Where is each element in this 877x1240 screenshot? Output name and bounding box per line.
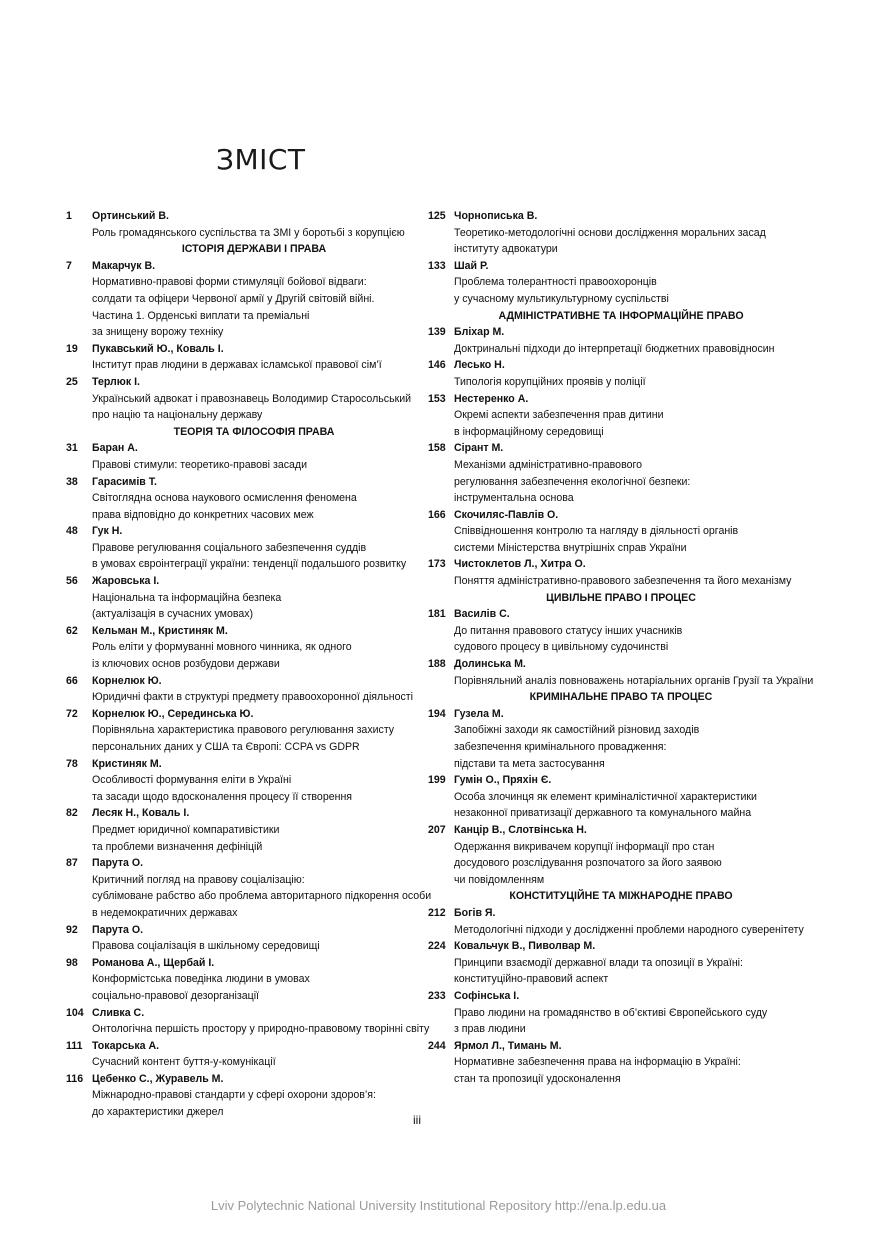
toc-page-number: 146 (428, 359, 446, 372)
toc-article-title-line: підстави та мета застосування (454, 757, 605, 770)
toc-entry[interactable] (66, 955, 416, 1005)
toc-article-title-line: та засади щодо вдосконалення процесу її створення (92, 790, 353, 803)
toc-article-title-line: Український адвокат і правознавець Володимир Старосольський (92, 392, 412, 405)
toc-article-title-line: системи Міністерства внутрішніх справ України (454, 541, 687, 554)
toc-article-title-line: досудового розслідування розпочатого за його заявою (454, 857, 722, 870)
toc-entry[interactable] (428, 772, 788, 822)
toc-right-column (428, 208, 814, 1087)
toc-article-title-line: Особа злочинця як елемент криміналістичної характеристики (454, 790, 757, 803)
toc-author: Парута О. (92, 857, 144, 870)
toc-article-title-line: Методологічні підходи у дослідженні проблеми народного суверенітету (454, 923, 804, 936)
toc-article-title-line: (актуалізація в сучасних умовах) (92, 608, 254, 621)
toc-page-number: 87 (66, 857, 78, 870)
toc-article-title-line: персональних даних у США та Європі: CCPA vs GDPR (92, 741, 360, 753)
toc-page-number: 82 (66, 807, 78, 820)
toc-entry[interactable] (66, 1071, 416, 1121)
toc-page-number: 224 (428, 940, 446, 953)
toc-article-title-line: права відповідно до конкретних часових меж (92, 508, 314, 521)
toc-page-number: 199 (428, 774, 446, 787)
toc-entry[interactable] (428, 391, 788, 441)
toc-entry[interactable] (66, 623, 416, 673)
section-heading: КРИМІНАЛЬНЕ ПРАВО ТА ПРОЦЕС (529, 691, 713, 704)
toc-page-number: 139 (428, 326, 446, 339)
toc-entry[interactable] (428, 938, 788, 988)
toc-article-title-line: Національна та інформаційна безпека (92, 591, 282, 604)
toc-entry[interactable] (66, 374, 416, 424)
toc-page-number: 233 (428, 989, 446, 1002)
toc-article-title-line: Право людини на громадянство в об’єктиві Європейського суду (454, 1006, 768, 1019)
toc-entry[interactable] (428, 440, 788, 506)
toc-entry[interactable] (66, 573, 416, 623)
toc-page-number: 92 (66, 923, 78, 936)
toc-article-title-line: із ключових основ розбудови держави (92, 658, 280, 671)
toc-author: Жаровська І. (92, 575, 160, 588)
toc-page-number: 38 (66, 475, 78, 488)
toc-entry[interactable] (428, 324, 788, 357)
toc-article-title-line: Принципи взаємодії державної влади та опозиції в Україні: (454, 956, 743, 969)
toc-author: Кельман М., Кристиняк М. (92, 624, 228, 637)
toc-author: Романова А., Щербай І. (92, 956, 215, 969)
toc-author: Токарська А. (92, 1039, 160, 1052)
toc-article-title-line: Сучасний контент буття-у-комунікації (92, 1056, 276, 1069)
section-heading: ТЕОРІЯ ТА ФІЛОСОФІЯ ПРАВА (173, 425, 335, 438)
toc-page-number: 104 (66, 1006, 84, 1019)
toc-author: Шай Р. (454, 259, 489, 272)
toc-article-title-line: соціально-правової дезорганізації (92, 989, 260, 1002)
repository-footer: Lviv Polytechnic National University Institutional Repository http://ena.lp.edu.ua (210, 1198, 667, 1213)
section-heading: ЦИВІЛЬНЕ ПРАВО І ПРОЦЕС (546, 591, 696, 604)
section-heading: КОНСТИТУЦІЙНЕ ТА МІЖНАРОДНЕ ПРАВО (509, 890, 733, 903)
toc-article-title-line: Нормативне забезпечення права на інформацію в Україні: (454, 1056, 741, 1069)
toc-author: Цебенко С., Журавель М. (92, 1072, 224, 1085)
toc-page-number: 125 (428, 210, 446, 222)
toc-author: Гарасимів Т. (92, 475, 157, 488)
toc-article-title-line: Міжнародно-правові стандарти у сфері охорони здоров’я: (92, 1089, 376, 1102)
toc-page-number: 62 (66, 624, 78, 637)
toc-author: Ортинський В. (92, 210, 169, 222)
toc-entry[interactable] (66, 474, 416, 524)
toc-page-number: 78 (66, 757, 78, 770)
toc-entry[interactable] (66, 922, 416, 955)
toc-author: Корнелюк Ю. (92, 674, 162, 687)
toc-article-title-line: в недемократичних державах (92, 906, 238, 919)
toc-article-title-line: Співвідношення контролю та нагляду в діяльності органів (454, 525, 739, 538)
toc-page-number: 72 (66, 707, 78, 720)
toc-article-title-line: До питання правового статусу інших учасників (454, 624, 683, 637)
toc-entry[interactable] (66, 1005, 430, 1038)
toc-entry[interactable] (66, 523, 416, 573)
page-title: ЗМІСТ (216, 143, 306, 176)
toc-page-number: 133 (428, 259, 446, 272)
toc-author: Макарчук В. (92, 259, 156, 272)
toc-author: Сливка С. (92, 1006, 145, 1019)
toc-article-title-line: Механізми адміністративно-правового (454, 458, 643, 471)
toc-article-title-line: Доктринальні підходи до інтерпретації бюджетних правовідносин (454, 342, 775, 355)
toc-entry[interactable] (66, 805, 416, 855)
toc-page-number: 48 (66, 525, 78, 538)
toc-entry[interactable] (428, 556, 792, 589)
toc-page-number: 98 (66, 956, 78, 969)
toc-article-title-line: Онтологічна першість простору у природно-правовому творінні світу (92, 1023, 430, 1036)
toc-article-title-line: в умовах євроінтеграції україни: тенденції подальшого розвитку (92, 558, 407, 571)
toc-author: Чистоклетов Л., Хитра О. (454, 558, 586, 571)
toc-page-number: 181 (428, 608, 446, 621)
toc-page-number: 166 (428, 508, 446, 521)
toc-author: Софінська І. (454, 989, 520, 1002)
toc-page-number: 188 (428, 658, 446, 671)
toc-entry[interactable] (428, 656, 814, 689)
toc-author: Сірант М. (454, 442, 504, 455)
toc-author: Парута О. (92, 923, 144, 936)
toc-entry[interactable] (66, 756, 416, 806)
toc-article-title-line: Конформістська поведінка людини в умовах (92, 973, 310, 986)
toc-article-title-line: Критичний погляд на правову соціалізацію: (92, 873, 305, 886)
toc-author: Кристиняк М. (92, 757, 162, 770)
toc-author: Гук Н. (92, 525, 123, 538)
toc-entry[interactable] (66, 1038, 416, 1071)
toc-page-number: 153 (428, 392, 446, 405)
toc-article-title-line: за знищену ворожу техніку (92, 326, 224, 339)
toc-entry[interactable] (428, 357, 788, 390)
toc-article-title-line: конституційно-правовий аспект (454, 973, 609, 986)
toc-page-number: 173 (428, 558, 446, 571)
toc-article-title-line: Правове регулювання соціального забезпечення суддів (92, 541, 367, 554)
toc-article-title-line: Нормативно-правові форми стимуляції бойової відваги: (92, 276, 367, 289)
toc-article-title-line: Правова соціалізація в шкільному середовищі (92, 940, 320, 953)
toc-article-title-line: забезпечення кримінального провадження: (454, 741, 667, 753)
page-number: iii (413, 1113, 421, 1127)
toc-article-title-line: Проблема толерантності правоохоронців (454, 276, 657, 289)
toc-article-title-line: Роль еліти у формуванні мовного чинника, як одного (92, 641, 352, 654)
toc-page-number: 7 (66, 259, 72, 272)
toc-author: Канцір В., Слотвінська Н. (454, 823, 587, 836)
toc-article-title-line: чи повідомленням (454, 873, 545, 886)
toc-entry[interactable] (66, 440, 416, 473)
toc-page-number: 1 (66, 210, 72, 222)
section-heading: АДМІНІСТРАТИВНЕ ТА ІНФОРМАЦІЙНЕ ПРАВО (498, 309, 744, 322)
toc-article-title-line: Особливості формування еліти в Україні (92, 774, 292, 787)
toc-article-title-line: Світоглядна основа наукового осмислення феномена (92, 492, 357, 505)
toc-entry[interactable] (66, 706, 416, 756)
toc-page-number: 116 (66, 1072, 84, 1085)
toc-page-number: 212 (428, 906, 446, 919)
toc-entry[interactable] (428, 1038, 788, 1088)
toc-author: Лесько Н. (454, 359, 505, 372)
toc-article-title-line: Типологія корупційних проявів у поліції (454, 375, 646, 388)
toc-author: Василів С. (454, 608, 510, 621)
toc-author: Корнелюк Ю., Серединська Ю. (92, 707, 254, 720)
toc-article-title-line: інституту адвокатури (454, 243, 558, 256)
toc-author: Ковальчук В., Пиволвар М. (454, 940, 596, 953)
toc-article-title-line: сублімоване рабство або проблема авторитарного підкорення особи (92, 890, 432, 903)
toc-entry[interactable] (428, 208, 788, 258)
toc-article-title-line: Роль громадянського суспільства та ЗМІ у боротьбі з корупцією (92, 226, 405, 239)
toc-article-title-line: Запобіжні заходи як самостійний різновид заходів (454, 724, 700, 737)
toc-article-title-line: Правові стимули: теоретико-правові засади (92, 458, 308, 471)
toc-article-title-line: про націю та національну державу (92, 409, 263, 422)
section-heading: ІСТОРІЯ ДЕРЖАВИ І ПРАВА (181, 243, 327, 256)
toc-article-title-line: солдати та офіцери Червоної армії у Другій світовій війні. (92, 292, 375, 305)
toc-page-number: 31 (66, 442, 78, 455)
toc-entry[interactable] (66, 208, 416, 241)
toc-page-number: 56 (66, 575, 78, 588)
toc-article-title-line: та проблеми визначення дефініцій (92, 840, 263, 853)
toc-article-title-line: Поняття адміністративно-правового забезпечення та його механізму (454, 575, 792, 588)
toc-entry[interactable] (428, 988, 788, 1038)
toc-page-number: 207 (428, 823, 446, 836)
toc-article-title-line: Порівняльна характеристика правового регулювання захисту (92, 724, 395, 737)
toc-author: Пукавський Ю., Коваль І. (92, 342, 224, 355)
toc-article-title-line: Теоретико-методологічні основи дослідження моральних засад (454, 226, 766, 239)
toc-author: Гумін О., Пряхін Є. (454, 774, 552, 787)
toc-author: Лесяк Н., Коваль І. (92, 807, 190, 820)
toc-article-title-line: Інститут прав людини в державах ісламської правової сім’ї (92, 359, 382, 372)
toc-page-number: 19 (66, 342, 78, 355)
toc-article-title-line: судового процесу в цивільному судочинстві (454, 641, 669, 654)
toc-page-number: 244 (428, 1039, 446, 1052)
toc-entry[interactable] (66, 341, 416, 374)
toc-page-number: 194 (428, 707, 446, 720)
toc-entry[interactable] (428, 507, 788, 557)
toc-author: Богів Я. (454, 906, 496, 919)
toc-article-title-line: інструментальна основа (454, 492, 574, 505)
toc-page-number: 158 (428, 442, 446, 455)
toc-article-title-line: регулювання забезпечення екологічної безпеки: (454, 475, 691, 488)
toc-entry[interactable] (428, 822, 788, 888)
toc-article-title-line: Порівняльний аналіз повноважень нотаріальних органів Грузії та України (454, 674, 814, 687)
toc-article-title-line: Одержання викривачем корупції інформації про стан (454, 840, 715, 853)
toc-entry[interactable] (428, 606, 788, 656)
toc-author: Долинська М. (454, 658, 526, 671)
toc-article-title-line: Частина 1. Орденські виплати та преміальні (92, 309, 310, 322)
toc-author: Бліхар М. (454, 326, 505, 339)
toc-entry[interactable] (428, 706, 788, 772)
toc-article-title-line: Юридичні факти в структурі предмету правоохоронної діяльності (92, 691, 413, 704)
toc-author: Баран А. (92, 442, 138, 455)
toc-entry[interactable] (66, 855, 432, 921)
toc-article-title-line: в інформаційному середовищі (454, 425, 604, 438)
toc-author: Скочиляс-Павлів О. (454, 508, 559, 521)
toc-page-number: 111 (66, 1039, 83, 1052)
toc-author: Ярмол Л., Тимань М. (454, 1039, 562, 1052)
toc-article-title-line: незаконної приватизації державного та комунального майна (454, 807, 752, 820)
toc-author: Терлюк І. (92, 375, 140, 388)
toc-article-title-line: стан та пропозиції удосконалення (454, 1072, 621, 1085)
toc-article-title-line: з прав людини (454, 1023, 526, 1036)
toc-article-title-line: Окремі аспекти забезпечення прав дитини (454, 409, 664, 422)
toc-article-title-line: Предмет юридичної компаративістики (92, 823, 280, 836)
toc-page-number: 66 (66, 674, 78, 687)
toc-author: Нестеренко А. (454, 392, 529, 405)
toc-author: Чорнописька В. (454, 210, 538, 222)
toc-entry[interactable] (428, 258, 788, 308)
toc-author: Гузела М. (454, 707, 504, 720)
toc-entry[interactable] (428, 905, 804, 938)
toc-entry[interactable] (66, 673, 416, 706)
toc-article-title-line: до характеристики джерел (92, 1106, 224, 1119)
toc-page-number: 25 (66, 375, 78, 388)
toc-article-title-line: у сучасному мультикультурному суспільстві (454, 292, 669, 305)
toc-entry[interactable] (66, 258, 416, 341)
